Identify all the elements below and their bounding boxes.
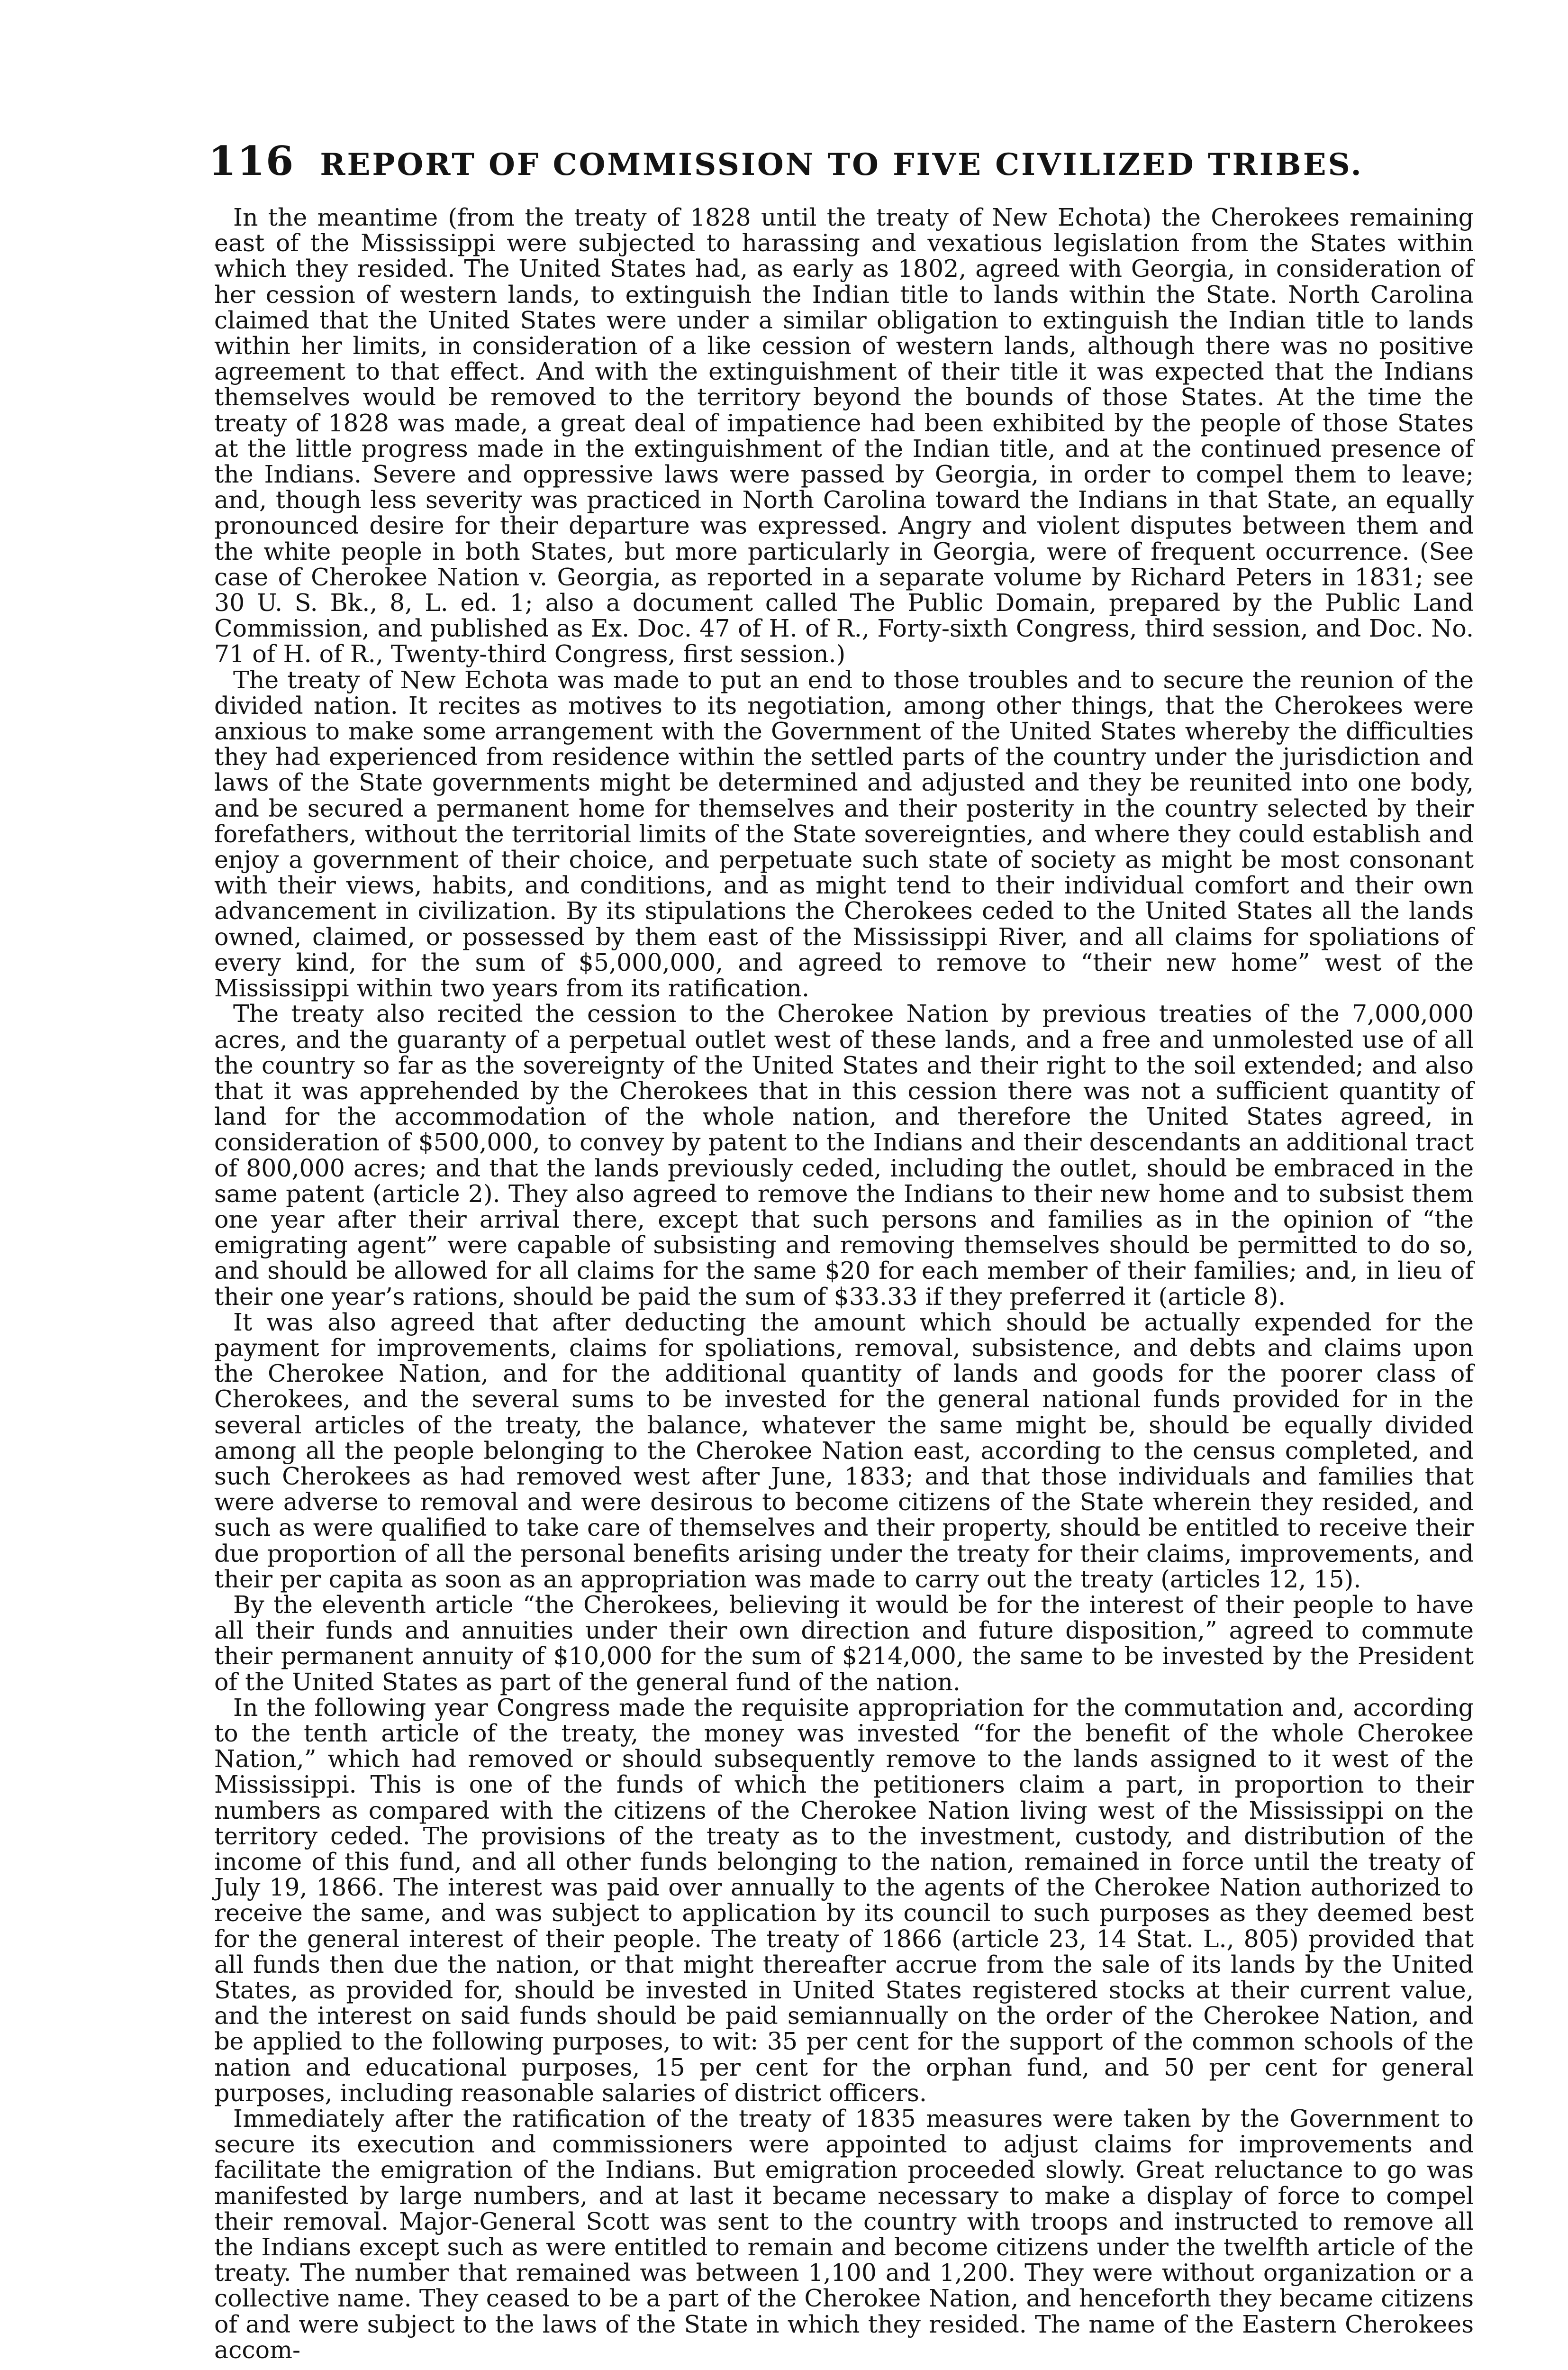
paragraph: The treaty also recited the cession to the Cherokee Nation by previous treaties of the 7,000,000 acres, and the guaranty of a perpetual outlet west of these lands, and a free and unmolested use of all the country so far as the sovereignty of the United States and their right to the soil extended; and also that it was apprehended by the Cherokees that in this cession there was not a sufficient quantity of land for the accommodation of the whole nation, and therefore the United States agreed, in consideration of $500,000, to convey by patent to the Indians and their descendants an additional tract of 800,000 acres; and that the lands previously ceded, including the outlet, should be embraced in the same patent (article 2). They also agreed to remove the Indians to their new home and to subsist them one year after their arrival there, except that such persons and families as in the opinion of “the emigrating agent” were capable of subsisting and removing themselves should be permitted to do so, and should be allowed for all claims for the same $20 for each member of their families; and, in lieu of their one year’s rations, should be paid the sum of $33.33 if they preferred it (article 8). (214, 1000, 1474, 1311)
paragraph: The treaty of New Echota was made to put an end to those troubles and to secure the reunion of the divided nation. It recites as motives to its negotiation, among other things, that the Cherokees were anxious to make some arrangement with the Government of the United States whereby the difficulties they had experienced from residence within the settled parts of the country under the jurisdiction and laws of the State governments might be determined and adjusted and they be reunited into one body, and be secured a permanent home for themselves and their posterity in the country selected by their forefathers, without the territorial limits of the State sovereignties, and where they could establish and enjoy a government of their choice, and perpetuate such state of society as might be most consonant with their views, habits, and conditions, and as might tend to their individual comfort and their own advancement in civilization. By its stipulations the Cherokees ceded to the United States all the lands owned, claimed, or possessed by them east of the Mississippi River, and all claims for spoliations of every kind, for the sum of $5,000,000, and agreed to remove to “their new home” west of the Mississippi within two years from its ratification. (214, 665, 1474, 1003)
running-head: REPORT OF COMMISSION TO FIVE CIVILIZED TRIBES. (320, 147, 1363, 182)
paragraph: It was also agreed that after deducting the amount which should be actually expended for the payment for improvements, claims for spoliations, removal, subsistence, and debts and claims upon the Cherokee Nation, and for the additional quantity of lands and goods for the poorer class of Cherokees, and the several sums to be invested for the general national funds provided for in the several articles of the treaty, the balance, whatever the same might be, should be equally divided among all the people belonging to the Cherokee Nation east, according to the census completed, and such Cherokees as had removed west after June, 1833; and that those individuals and families that were adverse to removal and were desirous to become citizens of the State wherein they resided, and such as were qualified to take care of themselves and their property, should be entitled to receive their due proportion of all the personal benefits arising under the treaty for their claims, improvements, and their per capita as soon as an appropriation was made to carry out the treaty (articles 12, 15). (214, 1308, 1474, 1593)
paragraph: By the eleventh article “the Cherokees, believing it would be for the interest of their people to have all their funds and annuities under their own direction and future disposition,” agreed to commute their permanent annuity of $10,000 for the sum of $214,000, the same to be invested by the President of the United States as part of the general fund of the nation. (214, 1590, 1474, 1696)
paragraph: In the following year Congress made the requisite appropriation for the commutation and, according to the tenth article of the treaty, the money was invested “for the benefit of the whole Cherokee Nation,” which had removed or should subsequently remove to the lands assigned to it west of the Mississippi. This is one of the funds of which the petitioners claim a part, in proportion to their numbers as compared with the citizens of the Cherokee Nation living west of the Mississippi on the territory ceded. The provisions of the treaty as to the investment, custody, and distribution of the income of this fund, and all other funds belonging to the nation, remained in force until the treaty of July 19, 1866. The interest was paid over annually to the agents of the Cherokee Nation authorized to receive the same, and was subject to application by its council to such purposes as they deemed best for the general interest of their people. The treaty of 1866 (article 23, 14 Stat. L., 805) provided that all funds then due the nation, or that might thereafter accrue from the sale of its lands by the United States, as provided for, should be invested in United States registered stocks at their current value, and the interest on said funds should be paid semiannually on the order of the Cherokee Nation, and be applied to the following purposes, to wit: 35 per cent for the support of the common schools of the nation and educational purposes, 15 per cent for the orphan fund, and 50 per cent for general purposes, including reasonable salaries of district officers. (214, 1693, 1474, 2107)
paragraph: Immediately after the ratification of the treaty of 1835 measures were taken by the Government to secure its execution and commissioners were appointed to adjust claims for improvements and facilitate the emigration of the Indians. But emigration proceeded slowly. Great reluctance to go was manifested by large numbers, and at last it became necessary to make a display of force to compel their removal. Major-General Scott was sent to the country with troops and instructed to remove all the Indians except such as were entitled to remain and become citizens under the twelfth article of the treaty. The number that remained was between 1,100 and 1,200. They were without organization or a collective name. They ceased to be a part of the Cherokee Nation, and henceforth they became citizens of and were subject to the laws of the State in which they resided. The name of the Eastern Cherokees accom- (214, 2105, 1474, 2364)
paragraph: In the meantime (from the treaty of 1828 until the treaty of New Echota) the Cherokees remaining east of the Mississippi were subjected to harassing and vexatious legislation from the States within which they resided. The United States had, as early as 1802, agreed with Georgia, in consideration of her cession of western lands, to extinguish the Indian title to lands within the State. North Carolina claimed that the United States were under a similar obligation to extinguish the Indian title to lands within her limits, in consideration of a like cession of western lands, although there was no positive agreement to that effect. And with the extinguishment of their title it was expected that the Indians themselves would be removed to the territory beyond the bounds of those States. At the time the treaty of 1828 was made, a great deal of impatience had been exhibited by the people of those States at the little progress made in the extinguishment of the Indian title, and at the continued presence of the Indians. Severe and oppressive laws were passed by Georgia, in order to compel them to leave; and, though less severity was practiced in North Carolina toward the Indians in that State, an equally pronounced desire for their departure was expressed. Angry and violent disputes between them and the white people in both States, but more particularly in Georgia, were of frequent occurrence. (See case of Cherokee Nation v. Georgia, as reported in a separate volume by Richard Peters in 1831; see 30 U. S. Bk., 8, L. ed. 1; also a document called The Public Domain, prepared by the Public Land Commission, and published as Ex. Doc. 47 of H. of R., Forty-sixth Congress, third session, and Doc. No. 71 of H. of R., Twenty-third Congress, first session.) (214, 203, 1474, 668)
page-header (208, 137, 1365, 184)
body-text (214, 205, 1474, 2363)
page-number: 116 (208, 137, 295, 184)
